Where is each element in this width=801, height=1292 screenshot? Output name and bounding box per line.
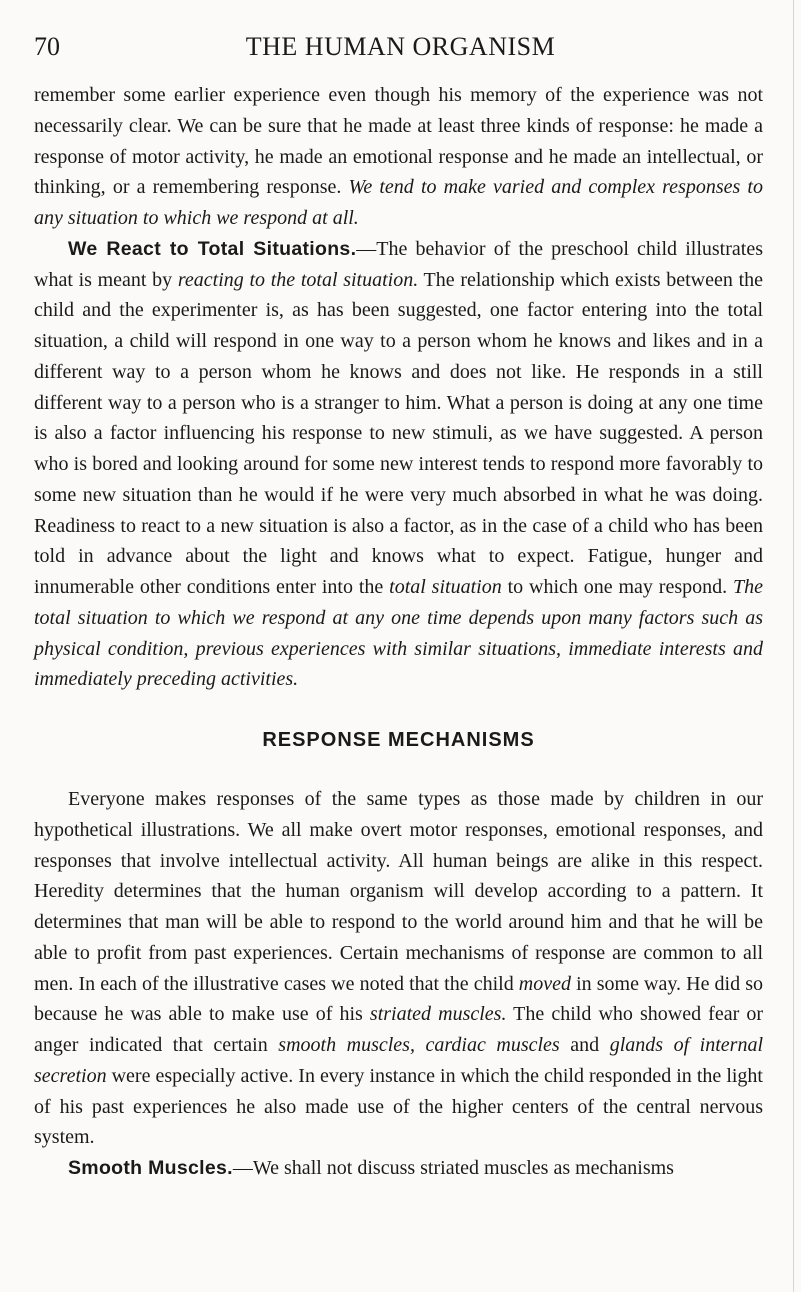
italic-term: total situation	[389, 576, 502, 598]
paragraph-text: and	[559, 1034, 610, 1056]
italic-summary: We tend to make varied and complex responses to any situation to which we respond at all.	[34, 176, 763, 229]
paragraph-text: Everyone makes responses of the same types as those made by children in our hypothetical illustrations. We all make overt motor responses, emotional responses, and responses that involve intellectual activity. All human beings are alike in this respect. Heredity determines that the human organism will develop according to a pattern. It determines that man will be able to respond to the world around him and that he will be able to profit from past experiences. Certain mechanisms of response are common to all men. In each of the illustrative cases we noted that the child	[34, 788, 763, 995]
page-edge-divider	[793, 0, 794, 1292]
body-text	[34, 80, 763, 1184]
paragraph-smooth-muscles	[34, 1153, 763, 1184]
italic-summary: The total situation to which we respond at any one time depends upon many factors such as physical condition, previous experiences with similar situations, immediate interests and immediately preceding activities.	[34, 576, 763, 691]
running-title: THE HUMAN ORGANISM	[245, 32, 556, 61]
page-number: 70	[34, 32, 60, 61]
paragraph-text: remember some earlier experience even though his memory of the experience was not necessarily clear. We can be sure that he made at least three kinds of response: he made a response of motor activity, he made an emotional response and he made an intellectual, or thinking, or a remembering response.	[34, 84, 763, 199]
paragraph-text: in some way. He did so because he was able to make use of his	[34, 972, 763, 1026]
paragraph-continuation	[34, 80, 763, 234]
italic-term: reacting to the total situation.	[177, 268, 419, 291]
paragraph-response-mechanisms	[34, 784, 763, 1153]
italic-term: glands of internal secretion	[34, 1034, 764, 1087]
paragraph-text: —We shall not discuss striated muscles as mechanisms	[232, 1157, 674, 1179]
paragraph-text: were especially active. In every instance in which the child responded in the light of his past experiences he also made use of the higher centers of the central nervous system.	[34, 1064, 763, 1149]
paragraph-text: The child who showed fear or anger indicated that certain	[34, 1003, 763, 1056]
italic-term: striated muscles.	[369, 1003, 507, 1026]
section-heading: RESPONSE MECHANISMS	[262, 729, 535, 751]
paragraph-text: to which one may respond.	[501, 576, 733, 598]
paragraph-text: —The behavior of the preschool child illustrates what is meant by	[34, 237, 763, 291]
running-head	[34, 32, 767, 66]
paragraph-text: The relationship which exists between the child and the experimenter is, as has been suggested, one factor entering into the total situation, a child will respond in one way to a person whom he knows and likes and in a different way to a person whom he knows and does not like. He responds in a still different way to a person who is a stranger to him. What a person is doing at any one time is also a factor influencing his response to new stimuli, as we have suggested. A person who is bored and looking around for some new interest tends to respond more favorably to some new situation than he would if he were very much absorbed in what he was doing. Readiness to react to a new situation is also a factor, as in the case of a child who has been told in advance about the light and knows what to expect. Fatigue, hunger and innumerable other conditions enter into the	[34, 268, 764, 598]
run-in-heading: Smooth Muscles.	[68, 1157, 233, 1179]
paragraph-total-situations	[34, 234, 763, 695]
run-in-heading: We React to Total Situations.	[68, 237, 357, 260]
italic-term: moved	[518, 972, 571, 995]
italic-term: smooth muscles, cardiac muscles	[278, 1034, 560, 1056]
